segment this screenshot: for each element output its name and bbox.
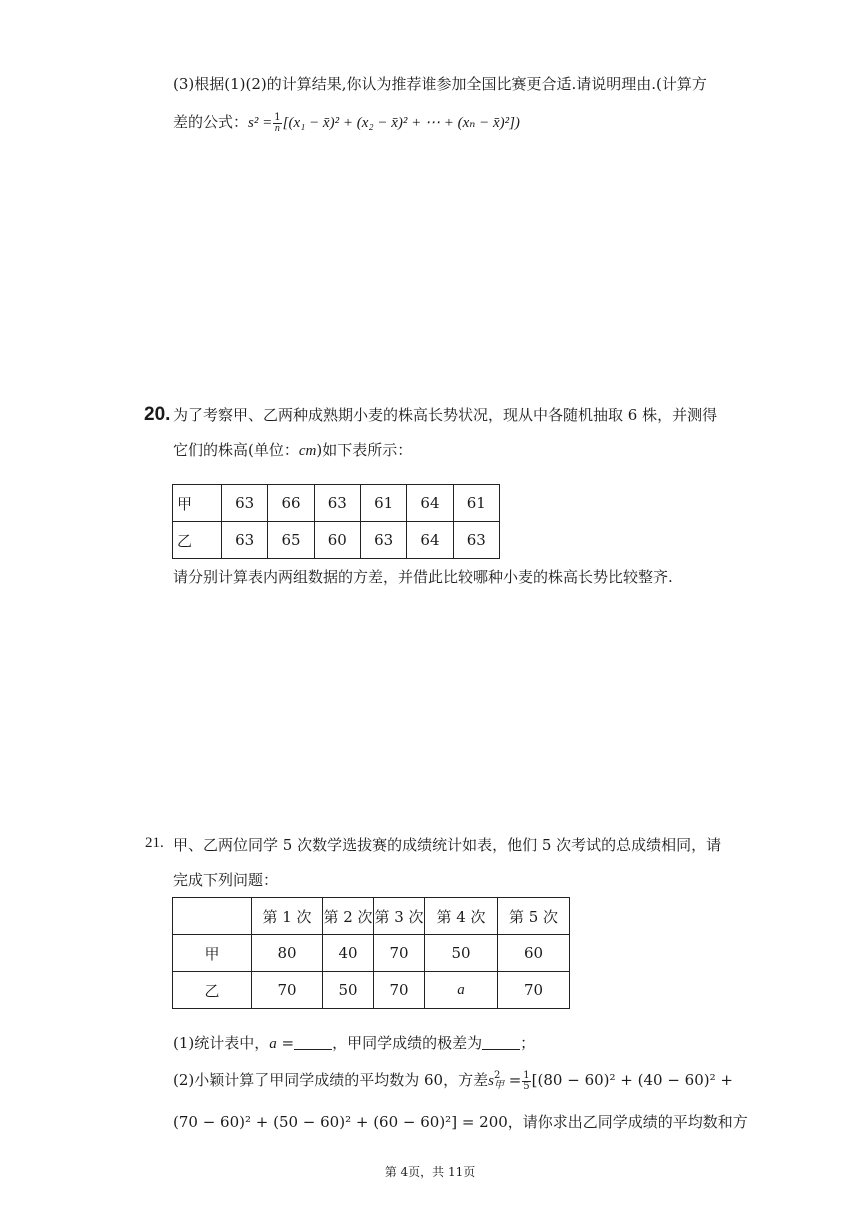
q21-part1-var: a bbox=[269, 1036, 277, 1052]
table-cell: 80 bbox=[252, 935, 323, 972]
q21-part2-line2: (70 − 60)² + (50 − 60)² + (60 − 60)²] = 200，请你求出乙同学成绩的平均数和方 bbox=[173, 1113, 748, 1131]
fraction-numerator: 1 bbox=[523, 1069, 530, 1081]
q21-part1 bbox=[173, 1033, 535, 1054]
q21-line2: 完成下列问题： bbox=[173, 871, 279, 889]
table-cell: 63 bbox=[222, 485, 268, 522]
q20-unit: cm bbox=[298, 443, 317, 459]
table-cell: 乙 bbox=[173, 522, 222, 559]
table-header-cell: 第 5 次 bbox=[498, 898, 570, 935]
table-cell: 63 bbox=[453, 522, 499, 559]
table-cell: 64 bbox=[407, 522, 453, 559]
table-cell: 70 bbox=[498, 972, 570, 1009]
table-cell: 70 bbox=[252, 972, 323, 1009]
table-cell: 60 bbox=[314, 522, 360, 559]
fraction-denominator: n bbox=[274, 122, 280, 134]
table-row bbox=[173, 522, 500, 559]
table-cell: 甲 bbox=[173, 485, 222, 522]
q21-number: 21. bbox=[145, 835, 164, 851]
table-row bbox=[173, 972, 570, 1009]
variance-subsup bbox=[494, 1071, 504, 1091]
table-cell: 50 bbox=[425, 935, 498, 972]
answer-blank-a[interactable] bbox=[294, 1035, 332, 1050]
variance-symbol: s bbox=[488, 1073, 494, 1089]
table-cell: 70 bbox=[374, 935, 425, 972]
page-footer: 第 4页，共 11页 bbox=[384, 1165, 476, 1179]
table-cell: a bbox=[425, 972, 498, 1009]
q21-part2-line1 bbox=[173, 1070, 733, 1092]
table-cell: 64 bbox=[407, 485, 453, 522]
table-header-row bbox=[173, 898, 570, 935]
q20-after-table: 请分别计算表内两组数据的方差，并借此比较哪种小麦的株高长势比较整齐. bbox=[173, 568, 673, 586]
table-header-cell: 第 2 次 bbox=[323, 898, 374, 935]
table-row bbox=[173, 935, 570, 972]
table-cell: 60 bbox=[498, 935, 570, 972]
q21-fraction bbox=[522, 1071, 530, 1092]
table-cell: 63 bbox=[222, 522, 268, 559]
fraction-denominator: 5 bbox=[523, 1080, 530, 1092]
table-header-cell: 第 1 次 bbox=[252, 898, 323, 935]
q19-part3-line1: (3)根据(1)(2)的计算结果,你认为推荐谁参加全国比赛更合适.请说明理由.(计算方 bbox=[173, 75, 707, 93]
q21-table bbox=[172, 897, 570, 1009]
table-cell: 50 bbox=[323, 972, 374, 1009]
q19-formula-prefix: 差的公式： bbox=[173, 113, 249, 131]
q19-formula-fraction bbox=[273, 113, 281, 134]
q21-part1-eq: = bbox=[276, 1034, 295, 1052]
variance-superscript: 2 bbox=[493, 1070, 501, 1081]
q21-part2-formula: [(80 − 60)² + (40 − 60)² + bbox=[531, 1071, 733, 1089]
table-cell: 61 bbox=[360, 485, 406, 522]
q21-part1-middle: ，甲同学成绩的极差为 bbox=[332, 1034, 483, 1052]
table-row bbox=[173, 485, 500, 522]
q20-line2-suffix: )如下表所示： bbox=[316, 441, 413, 459]
q19-part3-line2 bbox=[173, 112, 520, 134]
table-header-cell bbox=[173, 898, 252, 935]
table-cell: 乙 bbox=[173, 972, 252, 1009]
table-cell: 66 bbox=[268, 485, 314, 522]
q21-part2-prefix: (2)小颖计算了甲同学成绩的平均数为 60，方差 bbox=[173, 1071, 489, 1089]
fraction-numerator: 1 bbox=[274, 111, 281, 123]
q21-part1-end: ； bbox=[520, 1034, 536, 1052]
q20-line1: 为了考察甲、乙两种成熟期小麦的株高长势状况，现从中各随机抽取 6 株，并测得 bbox=[173, 406, 718, 424]
table-cell: 63 bbox=[314, 485, 360, 522]
q20-table bbox=[172, 484, 500, 559]
table-header-cell: 第 4 次 bbox=[425, 898, 498, 935]
q20-line2 bbox=[173, 440, 412, 461]
table-header-cell: 第 3 次 bbox=[374, 898, 425, 935]
table-cell: 61 bbox=[453, 485, 499, 522]
table-cell: 65 bbox=[268, 522, 314, 559]
q20-number: 20. bbox=[144, 404, 171, 425]
table-cell: 63 bbox=[360, 522, 406, 559]
answer-blank-range[interactable] bbox=[482, 1035, 520, 1050]
q20-line2-prefix: 它们的株高(单位： bbox=[173, 441, 299, 459]
q21-part1-prefix: (1)统计表中， bbox=[173, 1034, 270, 1052]
variance-subscript: 甲 bbox=[493, 1080, 504, 1091]
q19-formula-rhs: [(x₁ − x̄)² + (x₂ − x̄)² + ⋯ + (xₙ − x̄)²]) bbox=[282, 115, 520, 131]
variance-eq: = bbox=[503, 1071, 522, 1089]
q19-formula-lhs: s² = bbox=[248, 115, 273, 131]
table-cell: 70 bbox=[374, 972, 425, 1009]
table-cell: 40 bbox=[323, 935, 374, 972]
q21-line1: 甲、乙两位同学 5 次数学选拔赛的成绩统计如表，他们 5 次考试的总成绩相同，请 bbox=[173, 836, 722, 854]
table-cell: 甲 bbox=[173, 935, 252, 972]
